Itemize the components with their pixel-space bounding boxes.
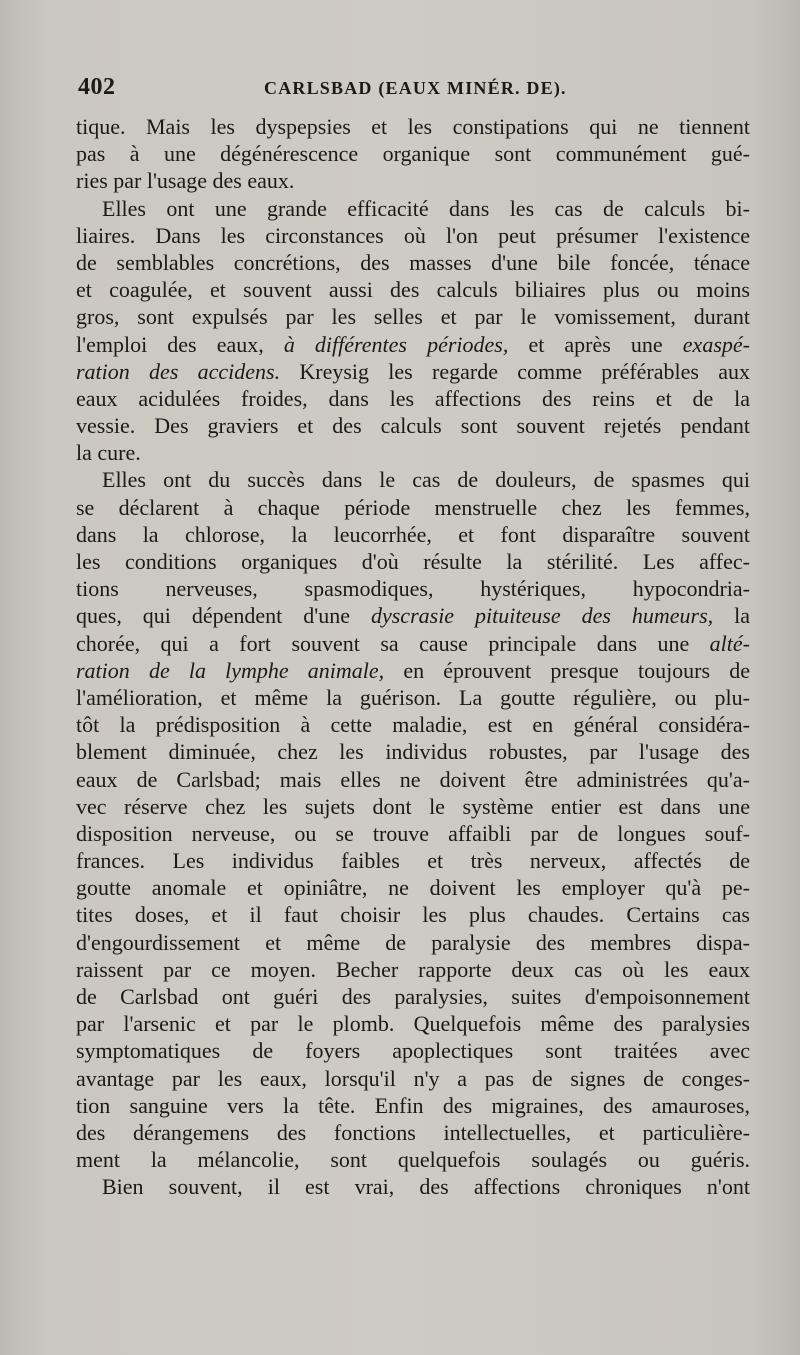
text-run: ques, qui dépendent d'une [76, 603, 371, 629]
text-line: gros, sont expulsés par les selles et par le vomissement, durant [76, 304, 750, 330]
text-line: liaires. Dans les circonstances où l'on peut présumer l'existence [76, 222, 750, 248]
text-line: goutte anomale et opiniâtre, ne doivent les employer qu'à pe- [76, 875, 750, 901]
text-line: tique. Mais les dyspepsies et les constipations qui ne tiennent [76, 114, 750, 139]
text-run: et après une [508, 331, 683, 357]
text-line: la cure. [76, 440, 141, 466]
text-line: frances. Les individus faibles et très nerveux, affectés de [76, 848, 750, 874]
text-line [76, 657, 750, 684]
text-line: vec réserve chez les sujets dont le système entier est dans une [76, 793, 750, 819]
text-line: les conditions organiques d'où résulte la stérilité. Les affec- [76, 549, 750, 574]
text-line: tites doses, et il faut choisir les plus chaudes. Certains cas [76, 902, 750, 928]
text-line: avantage par les eaux, lorsqu'il n'y a pas de signes de conges- [76, 1065, 750, 1091]
text-line: vessie. Des graviers et des calculs sont souvent rejetés pendant [76, 413, 750, 439]
italic-phrase: à différentes périodes, [283, 331, 509, 357]
text-line: par l'arsenic et par le plomb. Quelquefois même des paralysies [76, 1011, 750, 1037]
text-line: de semblables concrétions, des masses d'une bile foncée, ténace [76, 249, 750, 275]
italic-phrase: ration des accidens. [76, 358, 281, 384]
text-run: l'emploi des eaux, [76, 331, 284, 357]
text-line: eaux de Carlsbad; mais elles ne doivent être administrées qu'a- [76, 766, 750, 792]
text-line: tôt la prédisposition à cette maladie, est en général considéra- [76, 712, 750, 738]
running-head: CARLSBAD (EAUX MINÉR. DE). [264, 78, 567, 98]
text-line: dans la chlorose, la leucorrhée, et font disparaître souvent [76, 521, 750, 547]
text-line: tions nerveuses, spasmodiques, hystériques, hypocondria- [76, 576, 750, 602]
text-line: pas à une dégénérescence organique sont communément gué- [76, 141, 750, 167]
text-run: en éprouvent presque toujours de [384, 657, 750, 683]
text-line: l'amélioration, et même la guérison. La goutte régulière, ou plu- [76, 684, 750, 710]
text-line: d'engourdissement et même de paralysie des membres dispa- [76, 929, 750, 955]
text-run: chorée, qui a fort souvent sa cause principale dans une [76, 630, 710, 656]
text-line: symptomatiques de foyers apoplectiques sont traitées avec [76, 1038, 750, 1064]
page-number: 402 [78, 74, 116, 100]
text-line [76, 602, 750, 629]
text-line: ment la mélancolie, sont quelquefois soulagés ou guéris. [76, 1147, 750, 1173]
text-line [76, 331, 750, 358]
text-line: raissent par ce moyen. Becher rapporte deux cas où les eaux [76, 956, 750, 982]
italic-phrase: dyscrasie pituiteuse des humeurs, [370, 603, 714, 629]
page-header [78, 74, 750, 110]
text-line [76, 358, 750, 385]
italic-phrase: ration de la lymphe animale, [76, 657, 385, 683]
italic-phrase: alté- [709, 630, 750, 656]
text-line: et coagulée, et souvent aussi des calculs biliaires plus ou moins [76, 277, 750, 303]
text-line: tion sanguine vers la tête. Enfin des migraines, des amauroses, [76, 1092, 750, 1118]
text-run: Kreysig les regarde comme préférables aux [280, 358, 750, 384]
text-line: Elles ont une grande efficacité dans les cas de calculs bi- [102, 195, 750, 221]
text-run: la [713, 603, 750, 629]
body-text [76, 113, 750, 1201]
text-line [76, 630, 750, 657]
italic-phrase: exaspé- [682, 331, 750, 357]
text-line: Elles ont du succès dans le cas de douleurs, de spasmes qui [102, 467, 750, 493]
text-line: blement diminuée, chez les individus robustes, par l'usage des [76, 739, 750, 765]
text-line: disposition nerveuse, ou se trouve affaibli par de longues souf- [76, 820, 750, 846]
text-line: ries par l'usage des eaux. [76, 168, 295, 194]
text-line: de Carlsbad ont guéri des paralysies, suites d'empoisonnement [76, 984, 750, 1009]
text-line: se déclarent à chaque période menstruelle chez les femmes, [76, 494, 750, 520]
text-line: des dérangemens des fonctions intellectuelles, et particulière- [76, 1119, 750, 1145]
text-line: Bien souvent, il est vrai, des affections chroniques n'ont [102, 1174, 750, 1200]
text-line: eaux acidulées froides, dans les affections des reins et de la [76, 385, 750, 411]
